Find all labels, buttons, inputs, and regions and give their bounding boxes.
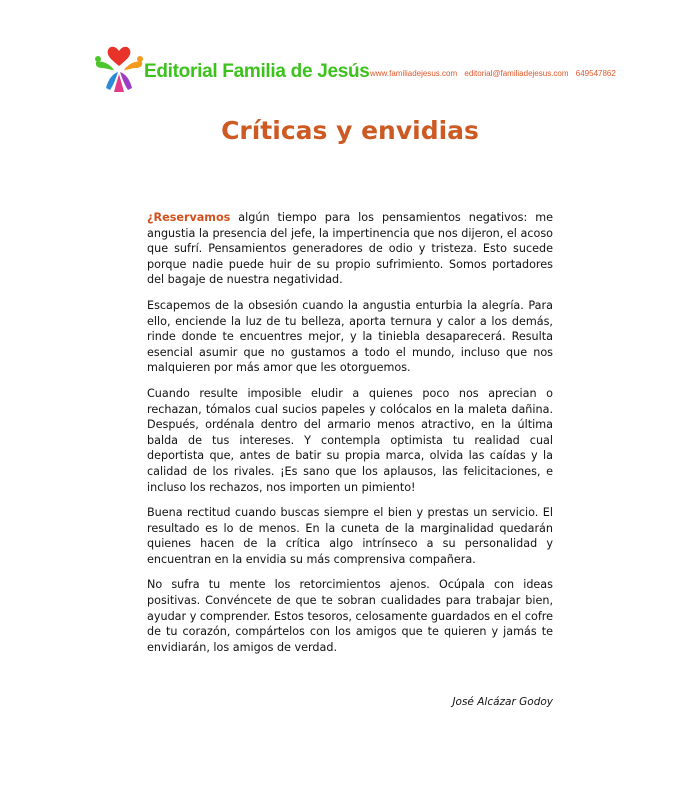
lead-word: ¿Reservamos <box>147 211 231 224</box>
paragraph: Cuando resulte imposible eludir a quienes poco nos aprecian o rechazan, tómalos cual sucios papeles y colócalos en la maleta dañina. Después, ordénala dentro del armario menos atractivo, en la última balda de tus intereses. Y contempla optimista tu realidad cual deportista que, antes de batir su propia marca, olvida las caídas y la calidad de los rivales. ¡Es sano que los aplausos, las felicitaciones, e incluso los rechazos, nos importen un pimiento! <box>147 386 553 494</box>
paragraph <box>147 210 553 288</box>
contact-info <box>370 69 621 78</box>
author-signature: José Alcázar Godoy <box>452 696 553 708</box>
phone-number: 649547862 <box>575 69 616 78</box>
website-link[interactable]: www.familiadejesus.com <box>370 69 458 78</box>
paragraph: No sufra tu mente los retorcimientos ajenos. Ocúpala con ideas positivas. Convéncete de que te sobran cualidades para trabajar bien, ayudar y comprender. Estos tesoros, celosamente guardados en el cofre de tu corazón, compártelos con los amigos que te quieren y jamás te envidiarán, los amigos de verdad. <box>147 578 553 654</box>
header <box>92 44 616 94</box>
article-body <box>147 210 553 665</box>
paragraph: Escapemos de la obsesión cuando la angustia enturbia la alegría. Para ello, enciende la luz de tu belleza, aporta ternura y calor a los demás, rinde donde te encuentres mejor, y la tiniebla desaparecerá. Resulta esencial asumir que no gustamos a todo el mundo, incluso que nos malquieren por más amor que les otorguemos. <box>147 298 553 375</box>
paragraph-text: algún tiempo para los pensamientos negativos: me angustia la presencia del jefe, la impertinencia que nos dijeron, el acoso que sufrí. Pensamientos generadores de odio y tristeza. Esto sucede porque nadie puede huir de su propio sufrimiento. Somos portadores del bagaje de nuestra negatividad. <box>147 211 553 287</box>
paragraph: Buena rectitud cuando buscas siempre el bien y prestas un servicio. El resultado es lo de menos. En la cuneta de la marginalidad quedarán quienes hacen de la crítica algo intrínseco a su personalidad y encuentran en la envidia su más comprensiva compañera. <box>147 506 553 566</box>
page-title: Críticas y envidias <box>221 116 479 145</box>
email-link[interactable]: editorial@familiadejesus.com <box>464 69 569 78</box>
publisher-name: Editorial Familia de Jesús <box>144 61 370 82</box>
family-heart-logo-icon <box>92 44 146 94</box>
